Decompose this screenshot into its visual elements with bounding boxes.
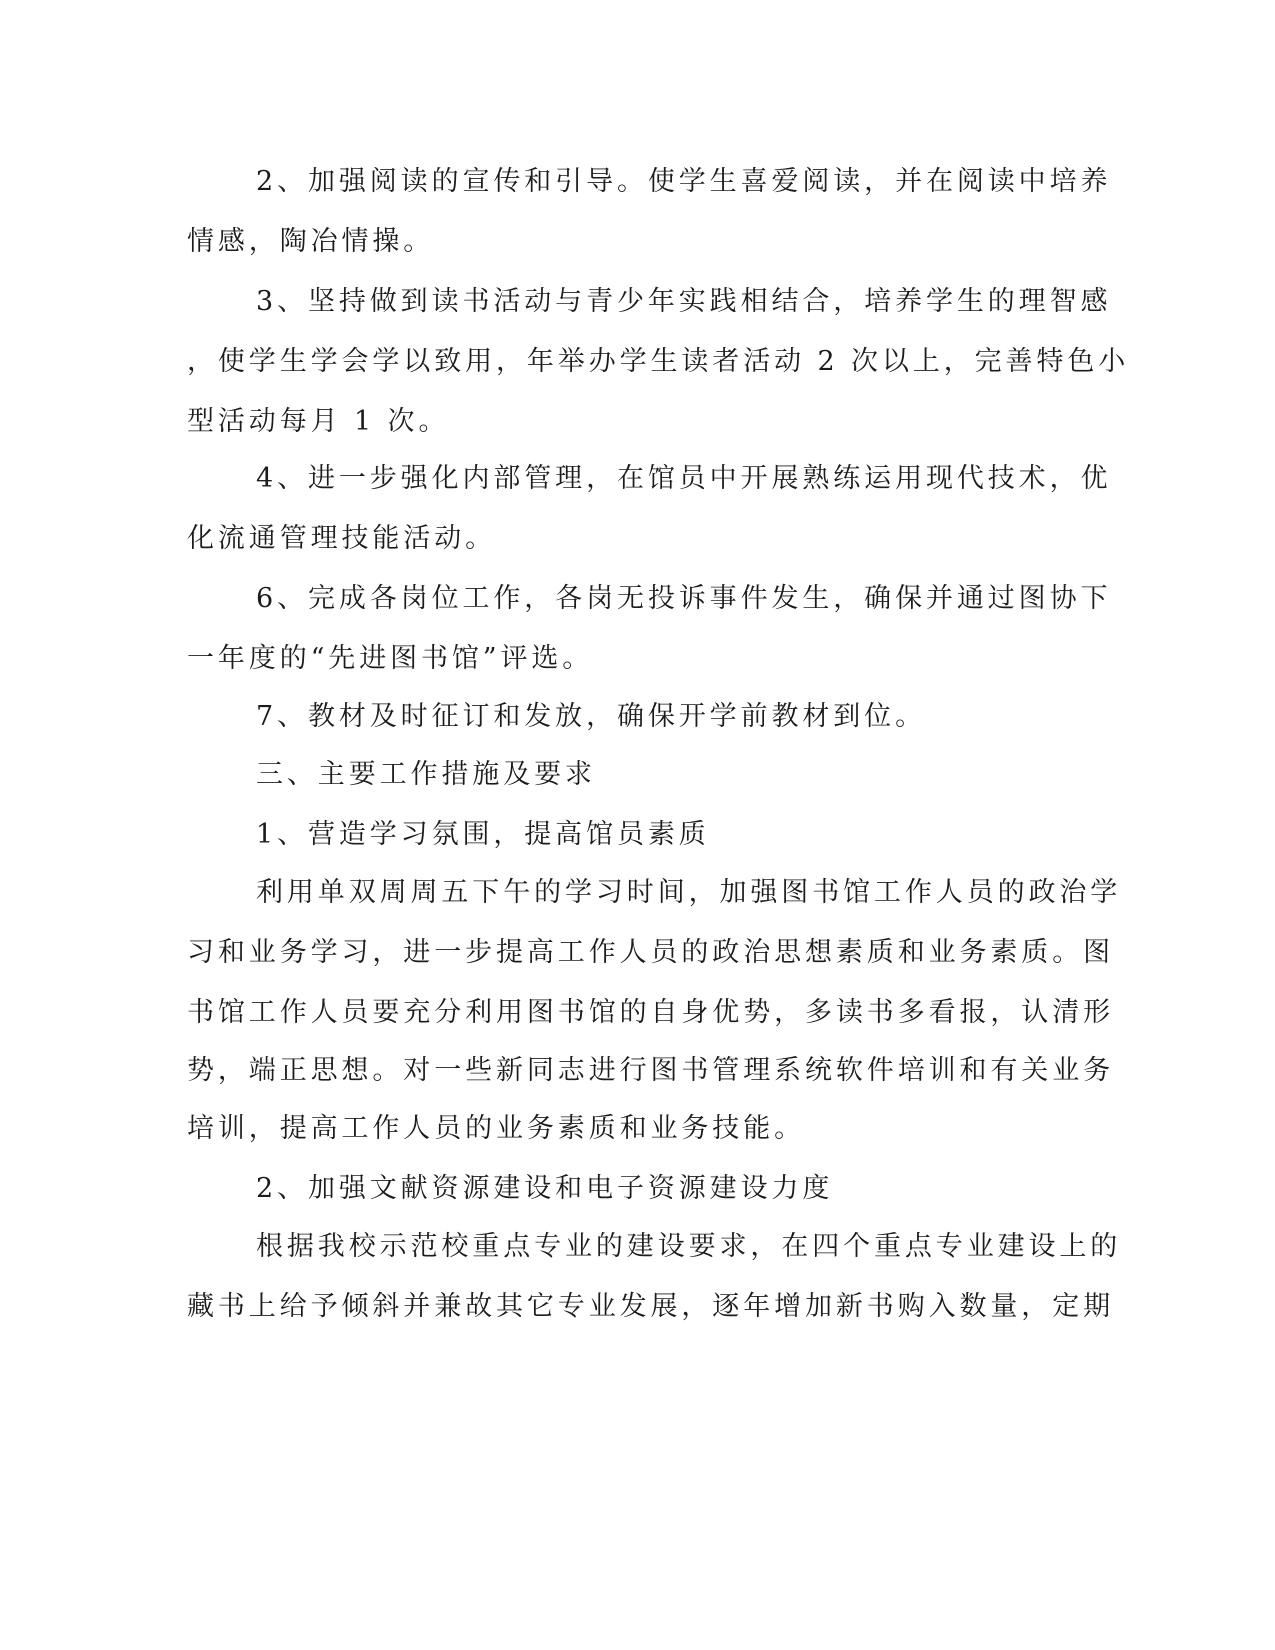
subsection-heading: 1、营造学习氛围，提高馆员素质	[256, 819, 710, 850]
text-line: 势，端正思想。对一些新同志进行图书管理系统软件培训和有关业务	[187, 1055, 1114, 1086]
text-line: 根据我校示范校重点专业的建设要求，在四个重点专业建设上的	[256, 1231, 1122, 1262]
text-line: 利用单双周周五下午的学习时间，加强图书馆工作人员的政治学	[256, 877, 1122, 908]
text-line: 6、完成各岗位工作，各岗无投诉事件发生，确保并通过图协下	[256, 583, 1112, 614]
text-line: 习和业务学习，进一步提高工作人员的政治思想素质和业务素质。图	[187, 937, 1114, 968]
text-line: 培训，提高工作人员的业务素质和业务技能。	[187, 1113, 805, 1144]
section-heading: 三、主要工作措施及要求	[256, 759, 596, 790]
text-line: 7、教材及时征订和发放，确保开学前教材到位。	[256, 701, 926, 732]
text-line: 2、加强阅读的宣传和引导。使学生喜爱阅读，并在阅读中培养	[256, 166, 1112, 197]
text-line: 一年度的“先进图书馆”评选。	[187, 643, 594, 674]
text-line: ，使学生学会学以致用，年举办学生读者活动 2 次以上，完善特色小	[187, 346, 1130, 377]
text-line: 情感，陶冶情操。	[187, 226, 435, 257]
text-line: 化流通管理技能活动。	[187, 523, 496, 554]
text-line: 藏书上给予倾斜并兼故其它专业发展，逐年增加新书购入数量，定期	[187, 1291, 1114, 1322]
subsection-heading: 2、加强文献资源建设和电子资源建设力度	[256, 1173, 834, 1204]
text-line: 型活动每月 1 次。	[187, 406, 450, 437]
text-line: 书馆工作人员要充分利用图书馆的自身优势，多读书多看报，认清形	[187, 997, 1114, 1028]
text-line: 4、进一步强化内部管理，在馆员中开展熟练运用现代技术，优	[256, 463, 1112, 494]
text-line: 3、坚持做到读书活动与青少年实践相结合，培养学生的理智感	[256, 286, 1112, 317]
